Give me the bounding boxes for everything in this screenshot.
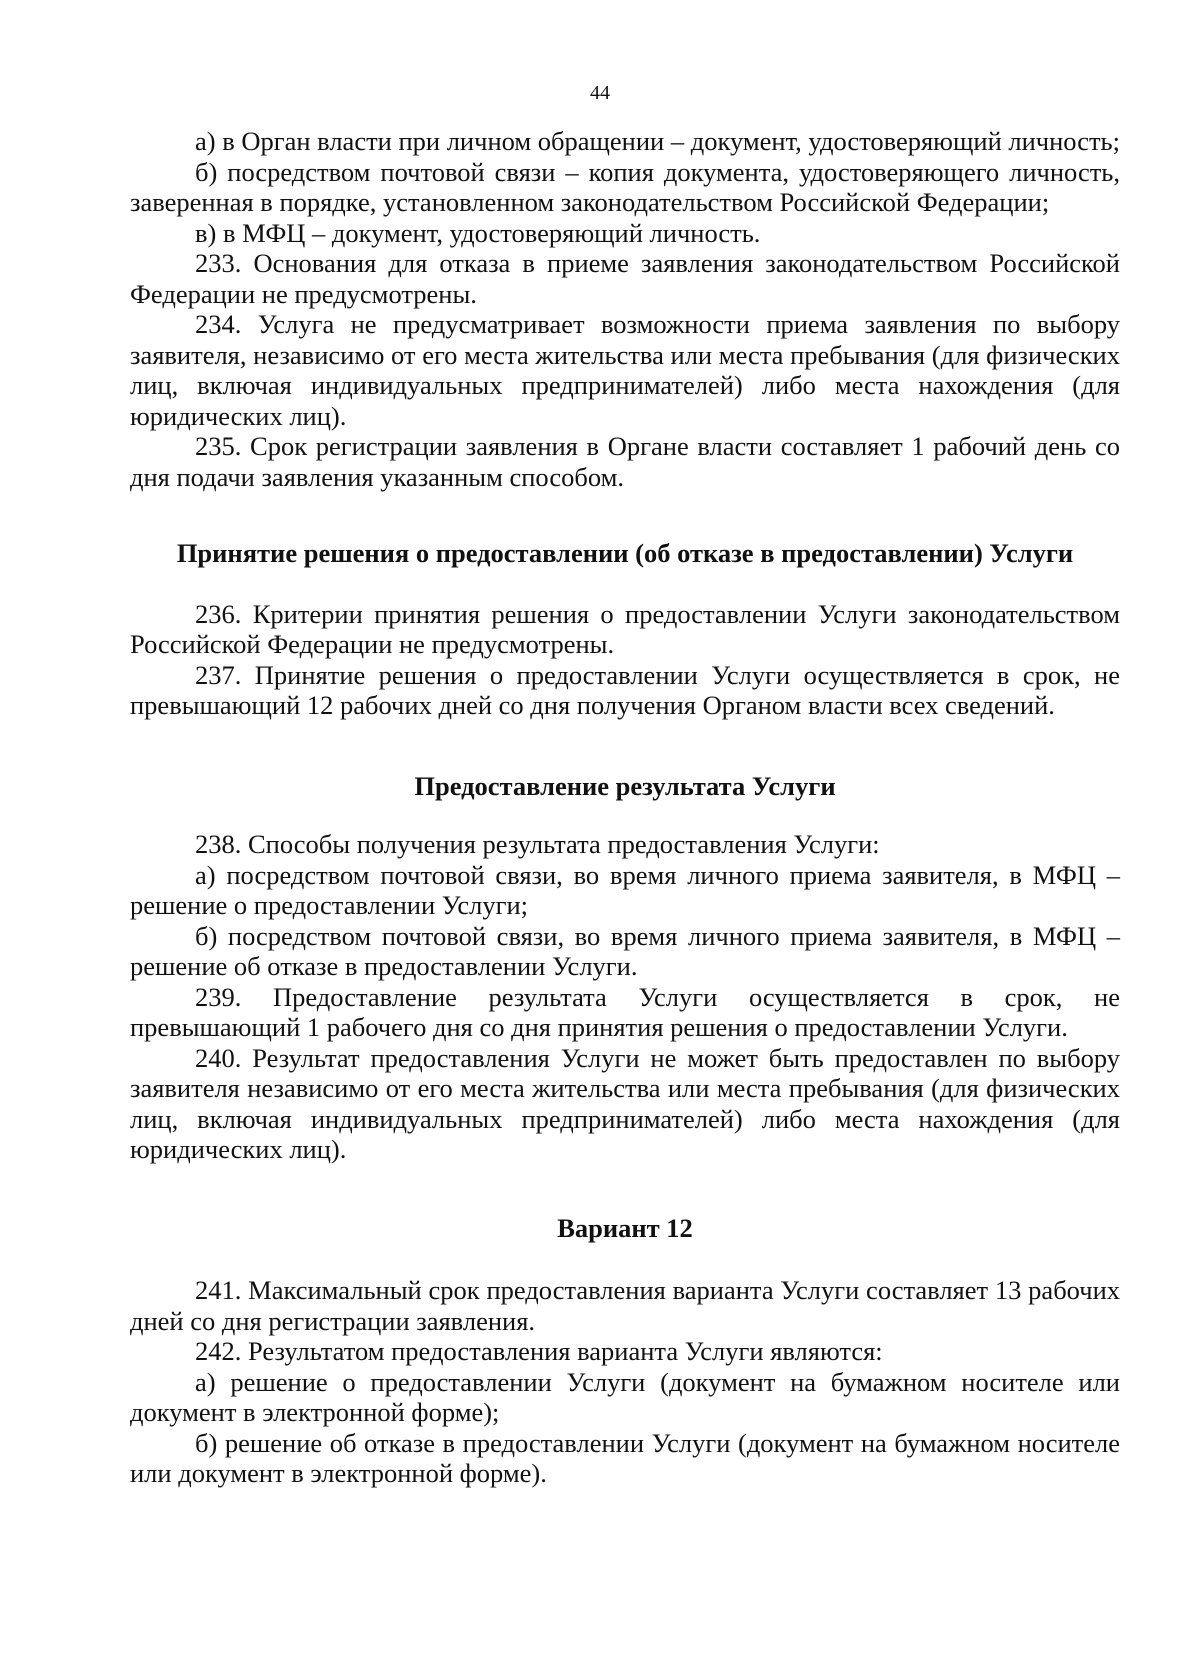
section-decision: [130, 599, 1120, 721]
section-heading: Вариант 12: [557, 1212, 693, 1243]
paragraph: в) в МФЦ – документ, удостоверяющий личность.: [195, 217, 761, 248]
paragraph: 241. Максимальный срок предоставления варианта Услуги составляет 13 рабочих дней со дня регистрации заявления.: [130, 1275, 1120, 1336]
paragraph: 240. Результат предоставления Услуги не может быть предоставлен по выбору заявителя независимо от его места жительства или места пребывания (для физических лиц, включая индивидуальных предпринимателей) либо места нахождения (для юридических лиц).: [130, 1042, 1120, 1164]
paragraph: б) посредством почтовой связи, во время личного приема заявителя, в МФЦ – решение об отказе в предоставлении Услуги.: [130, 920, 1120, 981]
paragraph: 235. Срок регистрации заявления в Органе власти составляет 1 рабочий день со дня подачи заявления указанным способом.: [130, 431, 1120, 492]
document-body: [130, 126, 1120, 1489]
section-heading: Предоставление результата Услуги: [414, 770, 836, 801]
paragraph: 238. Способы получения результата предоставления Услуги:: [195, 829, 880, 859]
section-heading: Принятие решения о предоставлении (об отказе в предоставлении) Услуги: [176, 538, 1074, 568]
section-result: [130, 829, 1120, 1165]
paragraph: 236. Критерии принятия решения о предоставлении Услуги законодательством Российской Федерации не предусмотрены.: [130, 598, 1120, 659]
paragraph: а) посредством почтовой связи, во время личного приема заявителя, в МФЦ – решение о предоставлении Услуги;: [130, 859, 1120, 920]
section-variant-12: [130, 1275, 1120, 1489]
section-identity-documents: [130, 126, 1120, 492]
paragraph: а) решение о предоставлении Услуги (документ на бумажном носителе или документ в электронной форме);: [130, 1366, 1120, 1427]
paragraph: 239. Предоставление результата Услуги осуществляется в срок, не превышающий 1 рабочего дня со дня принятия решения о предоставлении Услуги.: [130, 981, 1120, 1042]
paragraph: 237. Принятие решения о предоставлении Услуги осуществляется в срок, не превышающий 12 рабочих дней со дня получения Органом власти всех сведений.: [130, 659, 1120, 720]
paragraph: а) в Орган власти при личном обращении – документ, удостоверяющий личность;: [195, 126, 1120, 156]
page-number: 44: [590, 82, 610, 104]
paragraph: б) посредством почтовой связи – копия документа, удостоверяющего личность, заверенная в порядке, установленном законодательством Российской Федерации;: [130, 156, 1120, 217]
paragraph: 234. Услуга не предусматривает возможности приема заявления по выбору заявителя, независимо от его места жительства или места пребывания (для физических лиц, включая индивидуальных предпринимателей) либо места нахождения (для юридических лиц).: [130, 309, 1120, 431]
paragraph: б) решение об отказе в предоставлении Услуги (документ на бумажном носителе или документ в электронной форме).: [130, 1427, 1120, 1488]
paragraph: 233. Основания для отказа в приеме заявления законодательством Российской Федерации не предусмотрены.: [130, 248, 1120, 309]
paragraph: 242. Результатом предоставления варианта Услуги являются:: [195, 1336, 883, 1366]
